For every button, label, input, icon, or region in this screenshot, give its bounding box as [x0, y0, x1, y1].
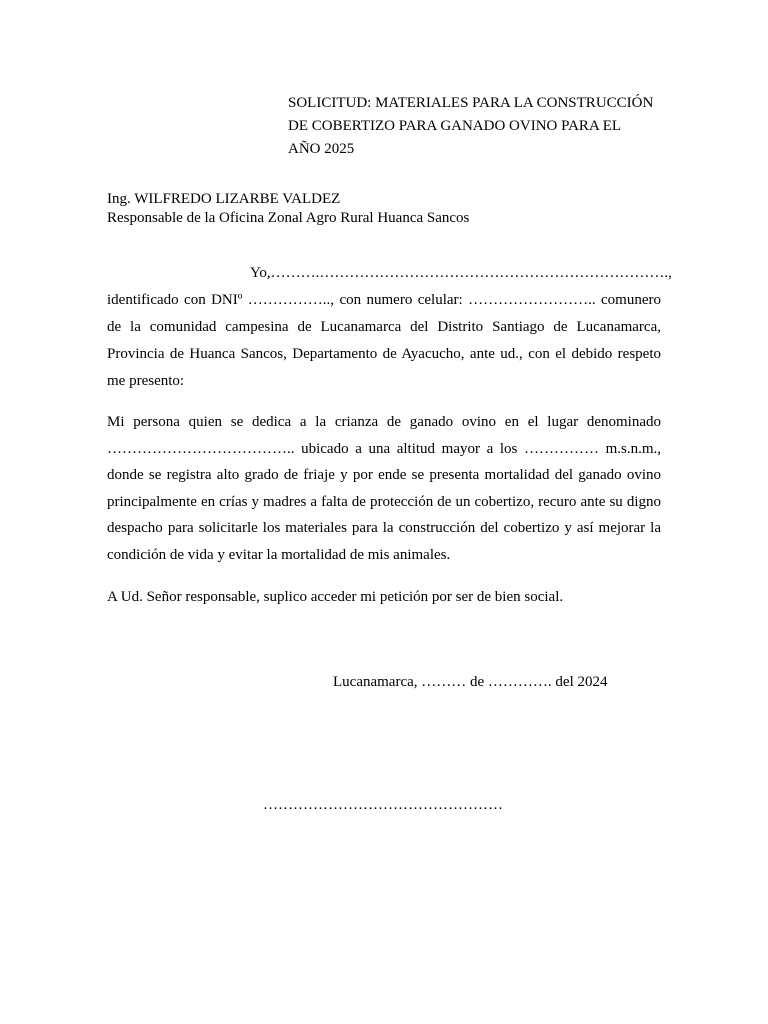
subject-line-3: AÑO 2025 [288, 141, 355, 157]
place-date-line: Lucanamarca, ……… de …………. del 2024 [333, 674, 608, 690]
subject-line-2: DE COBERTIZO PARA GANADO OVINO PARA EL [288, 118, 622, 134]
closing-paragraph: A Ud. Señor responsable, suplico acceder mi petición por ser de bien social. [107, 589, 564, 605]
intro-first-line: Yo,……….……………………………………………………………., [250, 265, 672, 281]
subject-line-1: SOLICITUD: MATERIALES PARA LA CONSTRUCCIÓN [288, 95, 654, 111]
addressee-name: Ing. WILFREDO LIZARBE VALDEZ [107, 191, 341, 207]
addressee-role: Responsable de la Oficina Zonal Agro Rural Huanca Sancos [107, 210, 470, 226]
signature-line: ………………………………………… [263, 797, 503, 813]
subject-block [288, 92, 668, 161]
request-paragraph: Mi persona quien se dedica a la crianza de ganado ovino en el lugar denominado ……………………………….. ubicado a una altitud mayor a los …………… m.s.n.m., donde se registra alto grado de friaje y por ende se presenta mortalidad del ganado ovino principalmente en crías y madres a falta de protección de un cobertizo, recuro ante su digno despacho para solicitarle los materiales para la construcción del cobertizo y así mejorar la condición de vida y evitar la mortalidad de mis animales. [107, 414, 661, 563]
intro-paragraph [107, 260, 672, 395]
addressee-block [107, 190, 667, 228]
intro-text: identificado con DNIº …………….., con numero celular: …………………….. comunero de la comunidad campesina de Lucanamarca del Distrito Santiago de Lucanamarca, Provincia de Huanca Sancos, Departamento de Ayacucho, ante ud., con el debido respeto me presento: [107, 292, 661, 389]
